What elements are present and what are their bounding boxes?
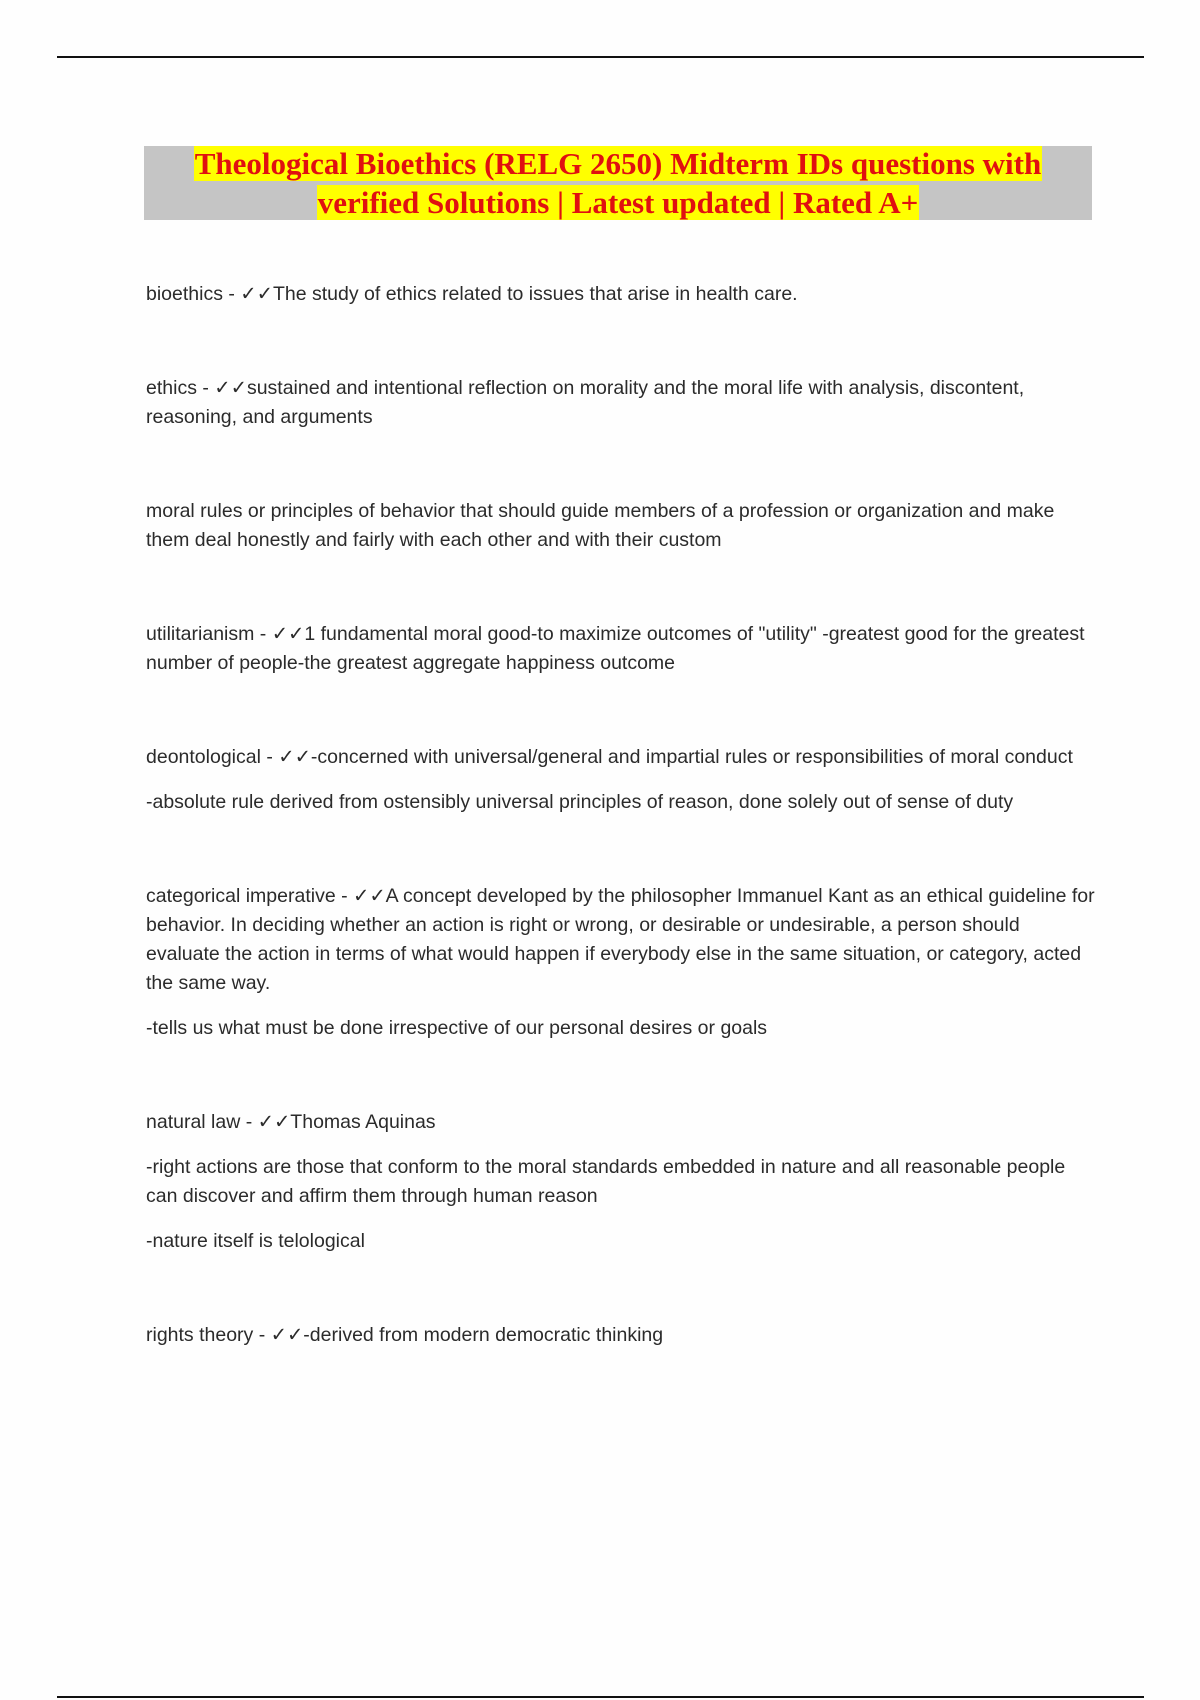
entry-rights-theory (146, 1321, 1096, 1350)
top-rule (57, 56, 1144, 58)
entry-paragraph: -right actions are those that conform to the moral standards embedded in nature and all reasonable people can discover and affirm them through human reason (146, 1156, 1066, 1207)
entry-paragraph: -tells us what must be done irrespective of our personal desires or goals (146, 1017, 768, 1039)
entry-paragraph: utilitarianism - ✓✓1 fundamental moral good-to maximize outcomes of "utility" -greatest good for the greatest number of people-the greatest aggregate happiness outcome (146, 623, 1085, 674)
entry-categorical-imperative (146, 882, 1096, 1043)
entry-deontological (146, 743, 1096, 817)
bottom-rule (57, 1696, 1144, 1698)
entries-list (146, 280, 1096, 1350)
entry-paragraph: -nature itself is telological (146, 1230, 365, 1252)
entry-paragraph: bioethics - ✓✓The study of ethics related to issues that arise in health care. (146, 283, 798, 305)
entry-paragraph: moral rules or principles of behavior that should guide members of a profession or organization and make them deal honestly and fairly with each other and with their custom (146, 500, 1055, 551)
entry-paragraph: categorical imperative - ✓✓A concept developed by the philosopher Immanuel Kant as an ethical guideline for behavior. In deciding whether an action is right or wrong, or desirable or undesirable, a person should evaluate the action in terms of what would happen if everybody else in the same situation, or category, acted the same way. (146, 885, 1095, 994)
entry-paragraph: deontological - ✓✓-concerned with universal/general and impartial rules or responsibilities of moral conduct (146, 746, 1073, 768)
title-line-1: Theological Bioethics (RELG 2650) Midterm IDs questions with (194, 146, 1042, 181)
document-title (168, 144, 1068, 222)
entry-bioethics (146, 280, 1096, 309)
entry-ethics (146, 374, 1096, 432)
entry-paragraph: ethics - ✓✓sustained and intentional reflection on morality and the moral life with analysis, discontent, reasoning, and arguments (146, 377, 1025, 428)
entry-paragraph: natural law - ✓✓Thomas Aquinas (146, 1111, 436, 1133)
entry-paragraph: rights theory - ✓✓-derived from modern democratic thinking (146, 1324, 664, 1346)
title-banner (144, 146, 1092, 220)
entry-moral-rules (146, 497, 1096, 555)
entry-natural-law (146, 1108, 1096, 1256)
entry-utilitarianism (146, 620, 1096, 678)
entry-paragraph: -absolute rule derived from ostensibly universal principles of reason, done solely out of sense of duty (146, 791, 1014, 813)
title-line-2: verified Solutions | Latest updated | Rated A+ (317, 185, 919, 220)
